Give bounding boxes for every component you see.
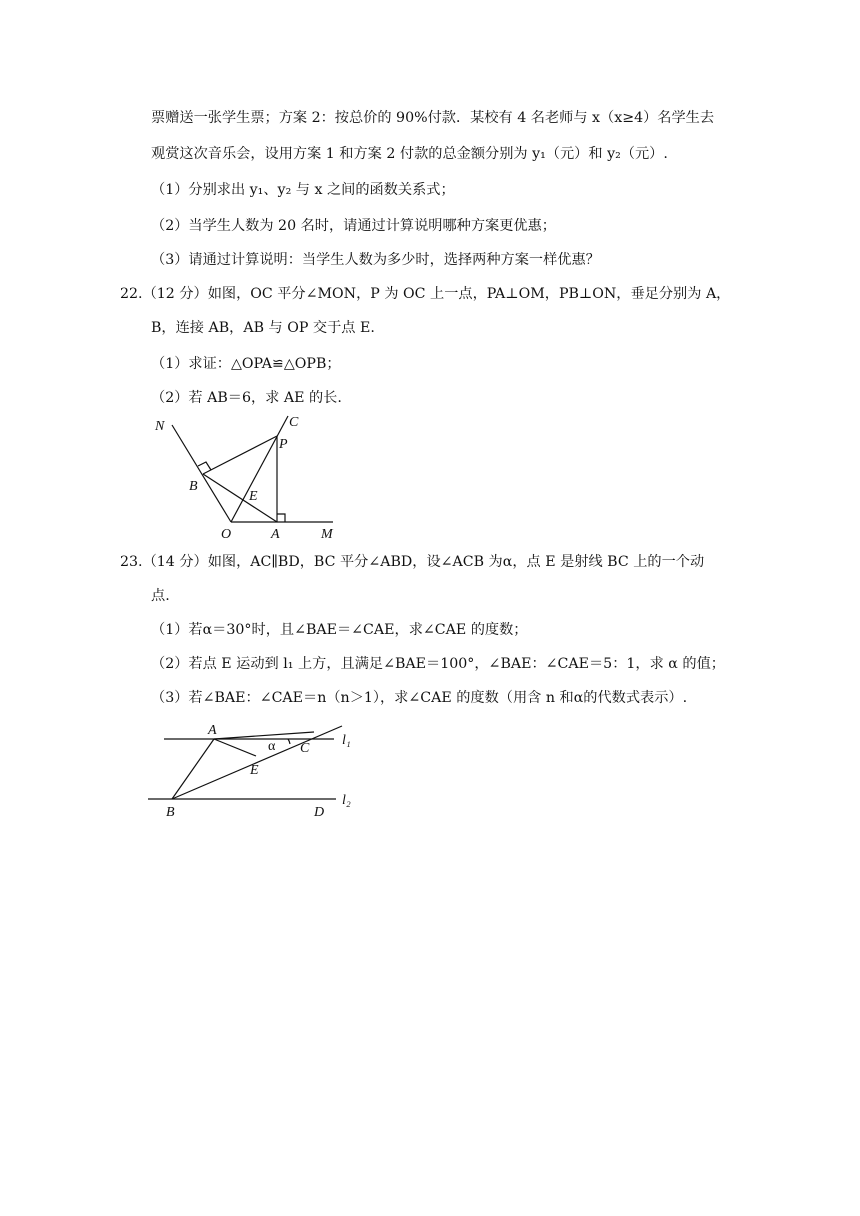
problem23-question-2: （2）若点 E 运动到 l₁ 上方，且满足∠BAE＝100°，∠BAE：∠CAE＝5：1，求 α 的值； <box>151 656 725 672</box>
label-a: A <box>208 723 217 738</box>
label-e: E <box>250 763 259 778</box>
intro-question-2: （2）当学生人数为 20 名时，请通过计算说明哪种方案更优惠； <box>151 218 556 234</box>
segment-ac <box>214 732 314 739</box>
angle-alpha-arc <box>288 739 290 744</box>
label-c: C <box>300 741 310 756</box>
label-b: B <box>189 479 198 494</box>
label-d: D <box>314 805 325 820</box>
label-l2: l₂ <box>342 793 351 808</box>
segment-ae <box>214 739 256 756</box>
intro-question-1: （1）分别求出 y₁、y₂ 与 x 之间的函数关系式； <box>151 182 455 198</box>
label-e: E <box>249 489 258 504</box>
label-a: A <box>271 527 280 542</box>
problem23-line-2: 点. <box>151 588 170 604</box>
problem22-question-1: （1）求证：△OPA≌△OPB； <box>151 356 341 372</box>
intro-line-1: 票赠送一张学生票；方案 2：按总价的 90%付款．某校有 4 名老师与 x（x≥4）名学生去 <box>151 110 715 126</box>
right-angle-b <box>198 462 211 470</box>
problem22-figure <box>145 412 345 542</box>
problem23-figure <box>140 718 370 823</box>
label-l1: l₁ <box>342 733 351 748</box>
label-p: P <box>279 437 288 452</box>
label-alpha: α <box>268 739 276 754</box>
label-m: M <box>321 527 333 542</box>
problem23-line-1: 23.（14 分）如图，AC∥BD，BC 平分∠ABD，设∠ACB 为α，点 E 是射线 BC 上的一个动 <box>120 554 705 570</box>
problem22-line-2: B，连接 AB，AB 与 OP 交于点 E. <box>151 320 375 336</box>
label-n: N <box>155 419 165 434</box>
problem23-question-1: （1）若α＝30°时，且∠BAE＝∠CAE，求∠CAE 的度数； <box>151 622 528 638</box>
intro-line-2: 观赏这次音乐会，设用方案 1 和方案 2 付款的总金额分别为 y₁（元）和 y₂（元）. <box>151 146 668 162</box>
problem22-line-1: 22.（12 分）如图，OC 平分∠MON，P 为 OC 上一点，PA⊥OM，PB⊥ON，垂足分别为 A， <box>120 286 731 302</box>
ray-oc <box>231 416 288 522</box>
ray-on <box>172 425 231 522</box>
intro-question-3: （3）请通过计算说明：当学生人数为多少时，选择两种方案一样优惠？ <box>151 252 600 268</box>
label-b: B <box>166 805 175 820</box>
segment-ab <box>203 474 277 522</box>
right-angle-a <box>277 514 285 522</box>
problem22-question-2: （2）若 AB＝6，求 AE 的长. <box>151 390 342 406</box>
label-c: C <box>289 415 299 430</box>
problem23-question-3: （3）若∠BAE：∠CAE＝n（n＞1），求∠CAE 的度数（用含 n 和α的代数式表示）. <box>151 690 688 706</box>
label-o: O <box>221 527 232 542</box>
segment-pb <box>203 436 277 474</box>
